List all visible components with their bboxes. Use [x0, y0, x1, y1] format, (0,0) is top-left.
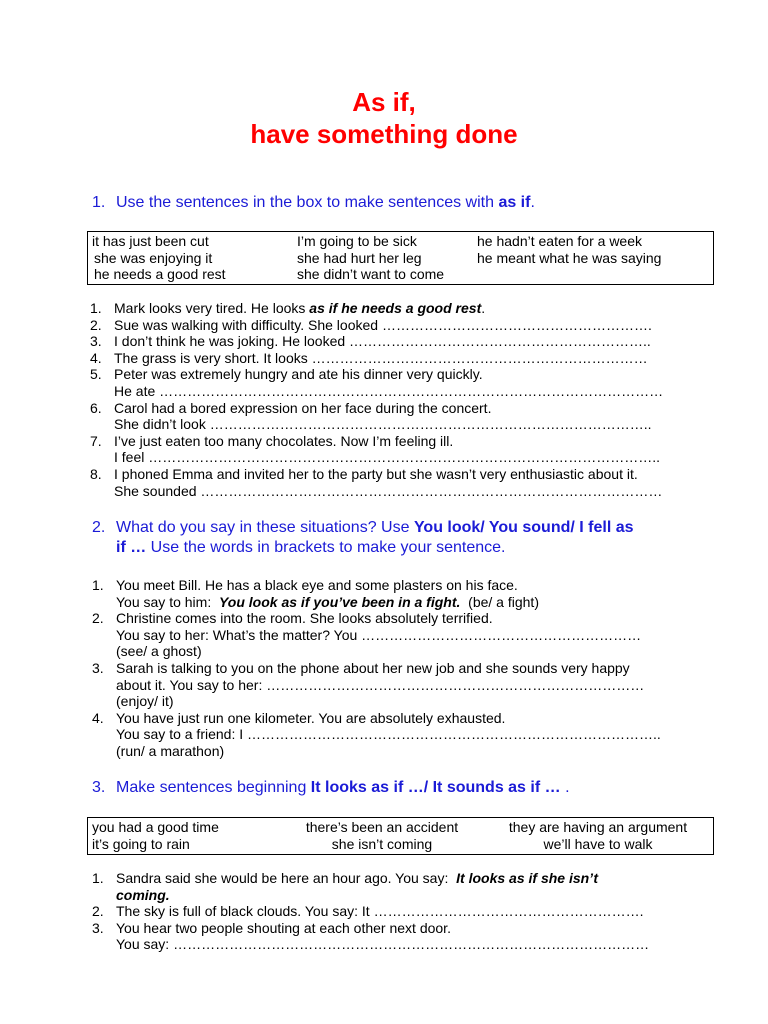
section-3-exercise-list: [92, 870, 649, 953]
box-3-row: [88, 836, 713, 853]
item-text: He ate ………………………………………………………………………………………………: [114, 382, 664, 399]
box-1-cell: I’m going to be sick: [297, 233, 417, 249]
list-item: [92, 577, 661, 610]
title-line-1: As if,: [352, 87, 416, 117]
title-line-2: have something done: [250, 119, 518, 149]
item-number: 4.: [92, 709, 104, 726]
list-item: [92, 710, 661, 760]
item-text: I’ve just eaten too many chocolates. Now I’m feeling ill.: [114, 432, 454, 449]
item-number: 4.: [90, 349, 102, 366]
section-1-bold: as if: [498, 194, 531, 211]
item-number: 1.: [90, 300, 102, 316]
item-hint: (run/ a marathon): [116, 742, 225, 759]
box-3-row: [88, 819, 713, 836]
box-1-cell: he meant what he was saying: [477, 249, 662, 266]
item-text: about it. You say to her: ………………………………………………………………………: [116, 676, 645, 693]
item-text: You say to a friend: I ……………………………………………………………………………..: [116, 726, 661, 743]
item-text: Carol had a bored expression on her face during the concert.: [114, 399, 492, 416]
section-2-heading: [92, 518, 722, 558]
item-number: 2.: [92, 610, 104, 627]
box-1-cell: it has just been cut: [92, 233, 209, 249]
item-number: 2.: [92, 903, 104, 920]
list-item: [92, 610, 661, 660]
item-number: 3.: [92, 659, 104, 676]
item-number: 3.: [92, 919, 104, 936]
box-3-cell: there’s been an accident: [305, 819, 459, 835]
list-item: [90, 400, 663, 433]
item-text: Mark looks very tired. He looks: [114, 300, 310, 316]
item-text: I phoned Emma and invited her to the party but she wasn’t very enthusiastic about it.: [114, 465, 638, 482]
box-1-cell: she was enjoying it: [94, 249, 213, 266]
item-text: Peter was extremely hungry and ate his dinner very quickly.: [114, 366, 483, 383]
list-item: [90, 333, 663, 350]
box-1-row: [88, 233, 713, 250]
item-text: You say to him:: [116, 593, 219, 610]
section-3-text: .: [560, 779, 570, 796]
box-1-row: [88, 266, 713, 283]
item-number: 1.: [92, 870, 104, 886]
item-answer: It looks as if she isn’t: [456, 870, 598, 886]
box-3-cell: it’s going to rain: [92, 835, 190, 852]
item-answer: coming.: [116, 886, 170, 903]
box-1-cell: he needs a good rest: [94, 266, 226, 282]
item-text: You hear two people shouting at each other next door.: [116, 919, 451, 936]
box-1-cell: she had hurt her leg: [297, 249, 422, 266]
item-number: 5.: [90, 366, 102, 383]
list-item: [92, 660, 661, 710]
item-text: She sounded ………………………………………………………………………………………: [114, 482, 663, 499]
item-answer: You look as if you’ve been in a fight.: [218, 593, 461, 610]
item-text: The sky is full of black clouds. You say: It ………………………………………………….: [116, 903, 644, 920]
box-3-cell: you had a good time: [92, 819, 219, 835]
item-text: You have just run one kilometer. You are absolutely exhausted.: [116, 709, 506, 726]
item-answer: as if he needs a good rest: [309, 300, 482, 316]
list-item: [90, 317, 663, 334]
box-1-cell: she didn’t want to come: [297, 266, 445, 282]
item-text: Christine comes into the room. She looks absolutely terrified.: [116, 610, 493, 627]
list-item: [90, 366, 663, 399]
item-text: She didn’t look …………………………………………………………………………………..: [114, 416, 652, 433]
item-text: You say: …………………………………………………………………………………………: [116, 936, 650, 953]
item-text: Sue was walking with difficulty. She looked ………………………………………………….: [114, 316, 652, 333]
list-item: [90, 433, 663, 466]
section-3-text: Make sentences beginning: [116, 779, 311, 796]
section-2-text: What do you say in these situations? Use: [116, 519, 414, 536]
section-1-exercise-list: [90, 300, 663, 499]
list-item: [90, 350, 663, 367]
page-title: [0, 86, 768, 150]
section-1-text-after: .: [530, 194, 535, 211]
item-text: Sandra said she would be here an hour ago. You say:: [116, 870, 457, 886]
item-number: 1.: [92, 577, 104, 593]
section-3-heading: [92, 778, 570, 798]
item-number: 8.: [90, 465, 102, 482]
section-3-bold: It looks as if …/ It sounds as if …: [310, 779, 561, 796]
box-3-cell: we’ll have to walk: [543, 835, 653, 852]
item-text: Sarah is talking to you on the phone about her new job and she sounds very happy: [116, 659, 630, 676]
section-1-heading: [92, 193, 535, 213]
item-hint: (enjoy/ it): [116, 693, 174, 710]
item-text: You say to her: What’s the matter? You ……………………………………………………: [116, 626, 642, 643]
box-3-cell: she isn’t coming: [331, 835, 433, 852]
section-2-text: Use the words in brackets to make your sentence.: [146, 539, 506, 556]
item-number: 7.: [90, 432, 102, 449]
list-item: [92, 920, 649, 953]
item-text: You meet Bill. He has a black eye and some plasters on his face.: [116, 577, 518, 593]
list-item: [92, 903, 649, 920]
item-text: I feel ………………………………………………………………………………………………..: [114, 449, 661, 466]
section-3-number: 3.: [92, 779, 106, 796]
box-1-row: [88, 250, 713, 267]
section-2-bold: You look/ You sound/ I fell as: [413, 519, 634, 536]
list-item: [92, 870, 649, 903]
item-number: 3.: [90, 333, 102, 350]
item-hint: (see/ a ghost): [116, 643, 202, 660]
sentence-box-3: [87, 817, 714, 855]
item-number: 6.: [90, 399, 102, 416]
item-text: The grass is very short. It looks ………………………………………………………………: [114, 349, 648, 366]
box-3-cell: they are having an argument: [508, 819, 688, 835]
section-2-bold: if …: [116, 539, 147, 556]
section-2-exercise-list: [92, 577, 661, 760]
section-1-number: 1.: [92, 194, 106, 211]
sentence-box-1: [87, 231, 714, 285]
list-item: [90, 466, 663, 499]
section-1-text: Use the sentences in the box to make sentences with: [116, 194, 499, 211]
item-text: (be/ a fight): [460, 593, 539, 610]
list-item: [90, 300, 663, 317]
item-number: 2.: [90, 316, 102, 333]
item-text: .: [481, 300, 486, 316]
box-1-cell: he hadn’t eaten for a week: [477, 233, 643, 249]
section-2-number: 2.: [92, 519, 106, 536]
item-text: I don’t think he was joking. He looked ………………………………………………………..: [114, 333, 651, 350]
